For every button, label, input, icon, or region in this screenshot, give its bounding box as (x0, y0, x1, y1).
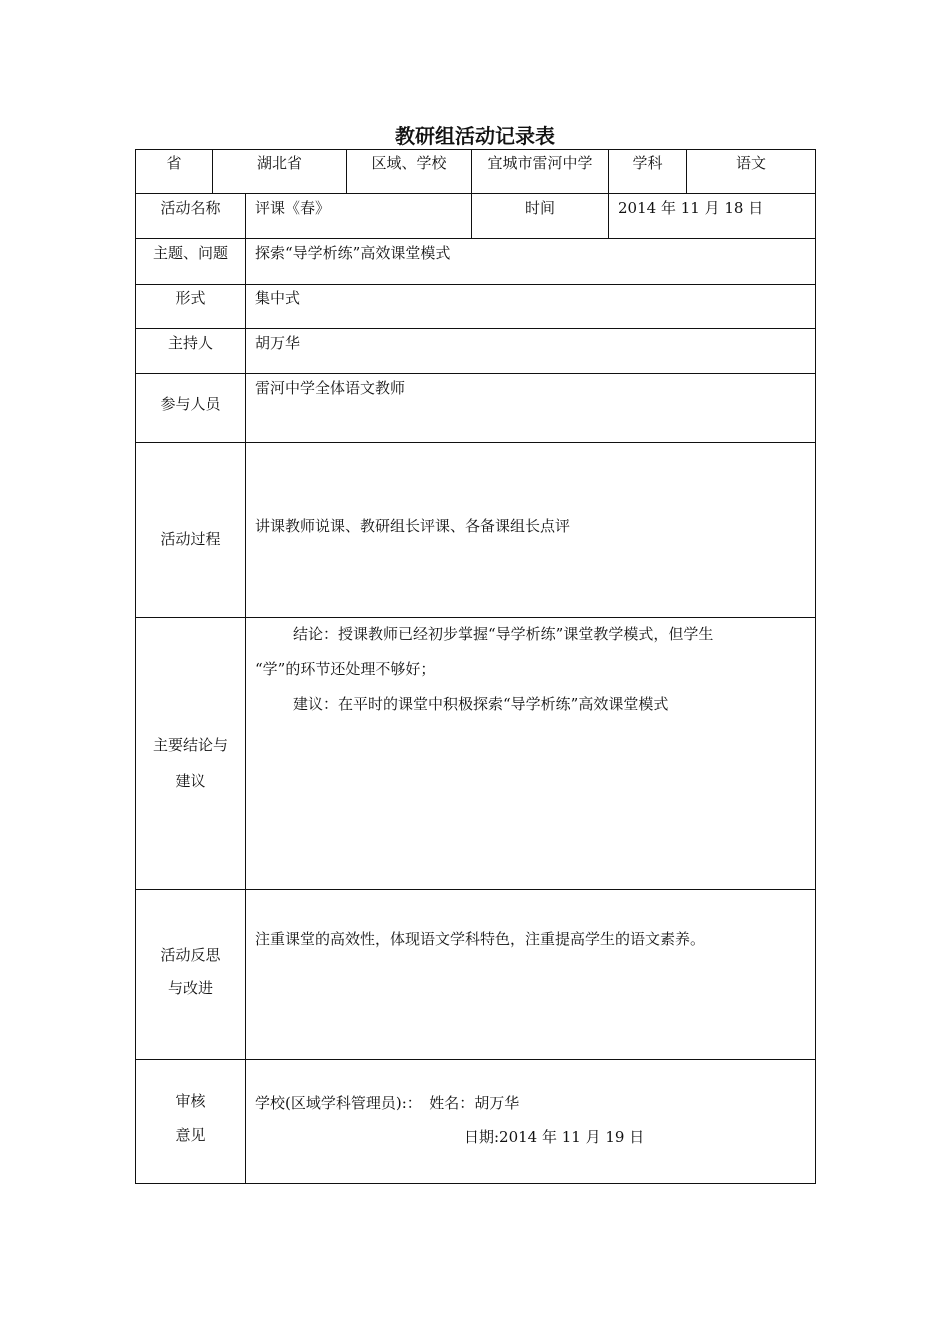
conclusion-line-2: “学”的环节还处理不够好； (255, 660, 436, 678)
process-label: 活动过程 (160, 530, 221, 548)
host-label: 主持人 (167, 334, 213, 352)
reflection-value: 注重课堂的高效性，体现语文学科特色，注重提高学生的语文素养。 (255, 930, 706, 948)
conclusion-line-1: 结论：授课教师已经初步掌握“导学析练”课堂教学模式，但学生 (293, 625, 714, 643)
page-title: 教研组活动记录表 (395, 124, 555, 148)
row-divider (135, 617, 816, 618)
time-value: 2014 年 11 月 18 日 (618, 199, 764, 217)
column-divider (245, 193, 246, 1184)
row-divider (135, 442, 816, 443)
table-border-bottom (135, 1183, 816, 1184)
region-value: 宜城市雷河中学 (487, 154, 593, 172)
topic-value: 探索“导学析练”高效课堂模式 (255, 244, 451, 262)
province-value: 湖北省 (256, 154, 302, 172)
row-divider (135, 373, 816, 374)
region-label: 区域、学校 (371, 154, 447, 172)
row-divider (135, 284, 816, 285)
time-label: 时间 (524, 199, 555, 217)
topic-label: 主题、问题 (152, 244, 228, 262)
subject-value: 语文 (735, 154, 766, 172)
review-label-line1: 审核 (175, 1092, 206, 1110)
row-divider (135, 328, 816, 329)
activity-name-label: 活动名称 (160, 199, 221, 217)
conclusion-label-line1: 主要结论与 (152, 736, 228, 754)
row-divider (135, 193, 816, 194)
activity-name-value: 评课《春》 (255, 199, 331, 217)
row-divider (135, 238, 816, 239)
review-label-line2: 意见 (175, 1126, 206, 1144)
review-date-line: 日期:2014 年 11 月 19 日 (464, 1128, 645, 1146)
subject-label: 学科 (632, 154, 663, 172)
form-label: 形式 (175, 289, 206, 307)
reflection-label-line1: 活动反思 (160, 946, 221, 964)
suggestion-line: 建议：在平时的课堂中积极探索“导学析练”高效课堂模式 (293, 695, 669, 713)
row-divider (135, 889, 816, 890)
table-border-right (815, 149, 816, 1184)
row-divider (135, 1059, 816, 1060)
table-border-top (135, 149, 816, 150)
form-value: 集中式 (255, 289, 301, 307)
participants-label: 参与人员 (160, 395, 221, 413)
review-school-line: 学校(区域学科管理员):： 姓名：胡万华 (255, 1094, 520, 1112)
conclusion-label-line2: 建议 (175, 772, 206, 790)
participants-value: 雷河中学全体语文教师 (255, 379, 406, 397)
reflection-label-line2: 与改进 (167, 979, 213, 997)
process-value: 讲课教师说课、教研组长评课、各备课组长点评 (255, 517, 571, 535)
province-label: 省 (166, 154, 182, 172)
host-value: 胡万华 (255, 334, 301, 352)
